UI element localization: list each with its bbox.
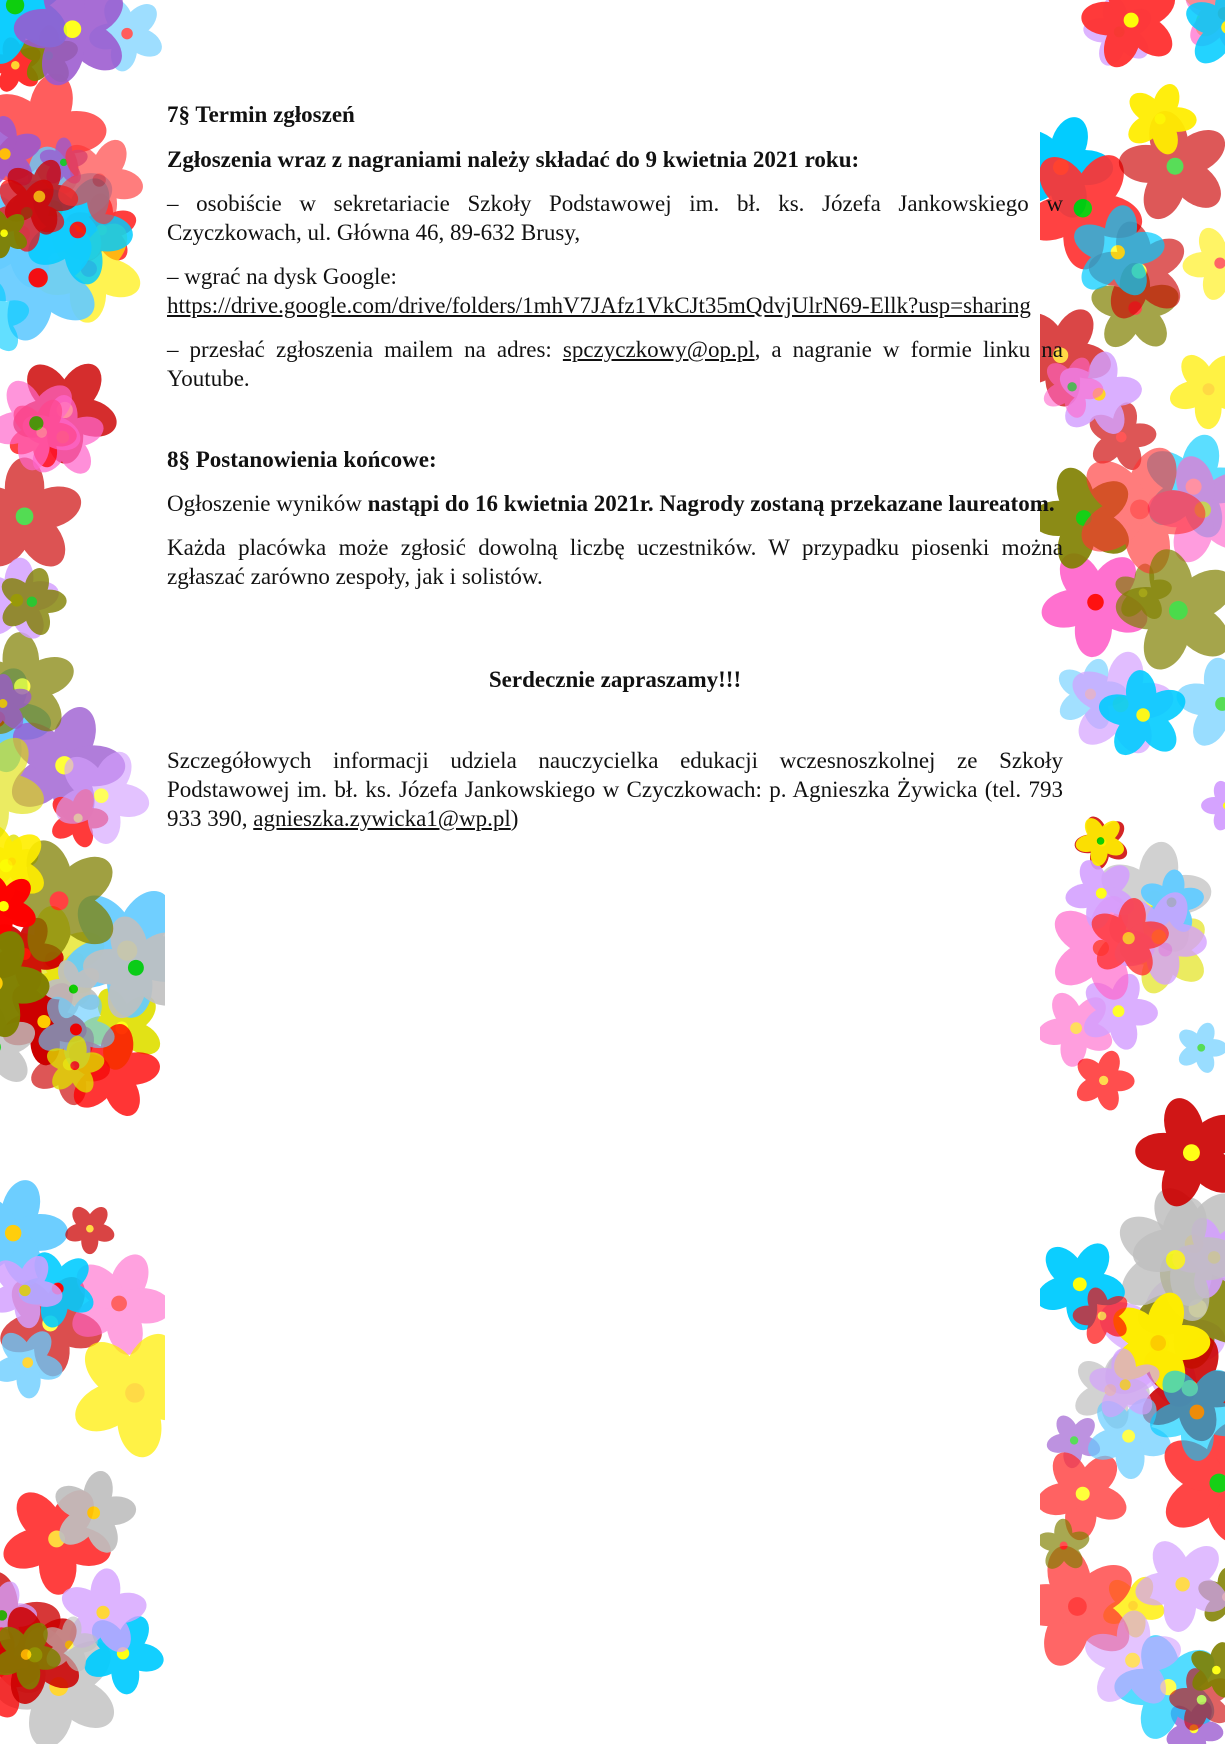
participants-text: Każda placówka może zgłosić dowolną liczbę uczestników. W przypadku piosenki można zgłaszać zarówno zespoły, jak i solistów. bbox=[167, 535, 1063, 589]
flower-icon bbox=[1135, 1093, 1225, 1212]
flower-pattern bbox=[1040, 0, 1225, 1744]
option-mail bbox=[167, 335, 1063, 393]
option-mail-prefix: – przesłać zgłoszenia mailem na adres: bbox=[167, 337, 563, 362]
flower-pattern bbox=[0, 0, 165, 1744]
flower-icon bbox=[1166, 349, 1225, 429]
results-prefix: Ogłoszenie wyników bbox=[167, 491, 368, 516]
flower-icon bbox=[63, 1203, 117, 1254]
option-drive-label: – wgrać na dysk Google: bbox=[167, 264, 397, 289]
results-bold: nastąpi do 16 kwietnia 2021r. Nagrody zostaną przekazane laureatom. bbox=[367, 491, 1055, 516]
flower-icon bbox=[0, 457, 87, 575]
contact-text bbox=[167, 746, 1063, 833]
option-mail-suffix: , a nagranie w formie linku na Youtube. bbox=[167, 337, 1063, 391]
flower-icon bbox=[1201, 779, 1225, 833]
contact-email-link[interactable]: agnieszka.zywicka1@wp.pl bbox=[253, 806, 511, 831]
contact-body: Szczegółowych informacji udziela nauczycielka edukacji wczesnoszkolnej ze Szkoły Podstawowej im. bł. ks. Józefa Jankowskiego w Czyczkowach: p. Agnieszka Żywicka (tel. 793 933 390, bbox=[167, 748, 1063, 831]
section-7-heading: 7§ Termin zgłoszeń bbox=[167, 102, 355, 127]
option-personal: – osobiście w sekretariacie Szkoły Podstawowej im. bł. ks. Józefa Jankowskiego w Czyczkowach, ul. Główna 46, 89-632 Brusy, bbox=[167, 191, 1063, 245]
flower-border-right bbox=[1040, 0, 1225, 1744]
results-text bbox=[167, 489, 1063, 518]
flower-border-left bbox=[0, 0, 165, 1744]
flower-icon bbox=[1175, 1020, 1225, 1075]
flower-icon bbox=[1181, 224, 1225, 303]
section-8-heading: 8§ Postanowienia końcowe: bbox=[167, 447, 437, 472]
deadline-text: Zgłoszenia wraz z nagraniami należy składać do 9 kwietnia 2021 roku: bbox=[167, 147, 860, 172]
document-body bbox=[167, 100, 1063, 833]
flower-icon bbox=[1181, 0, 1225, 73]
invitation-text: Serdecznie zapraszamy!!! bbox=[488, 667, 742, 692]
mail-link[interactable]: spczyczkowy@op.pl bbox=[562, 337, 755, 362]
drive-link-paragraph bbox=[167, 291, 1063, 320]
drive-link[interactable]: https://drive.google.com/drive/folders/1mhV7JAfz1VkCJt35mQdvjUlrN69-Ellk?usp=sharing bbox=[167, 293, 1031, 318]
contact-closing: ) bbox=[510, 806, 519, 831]
